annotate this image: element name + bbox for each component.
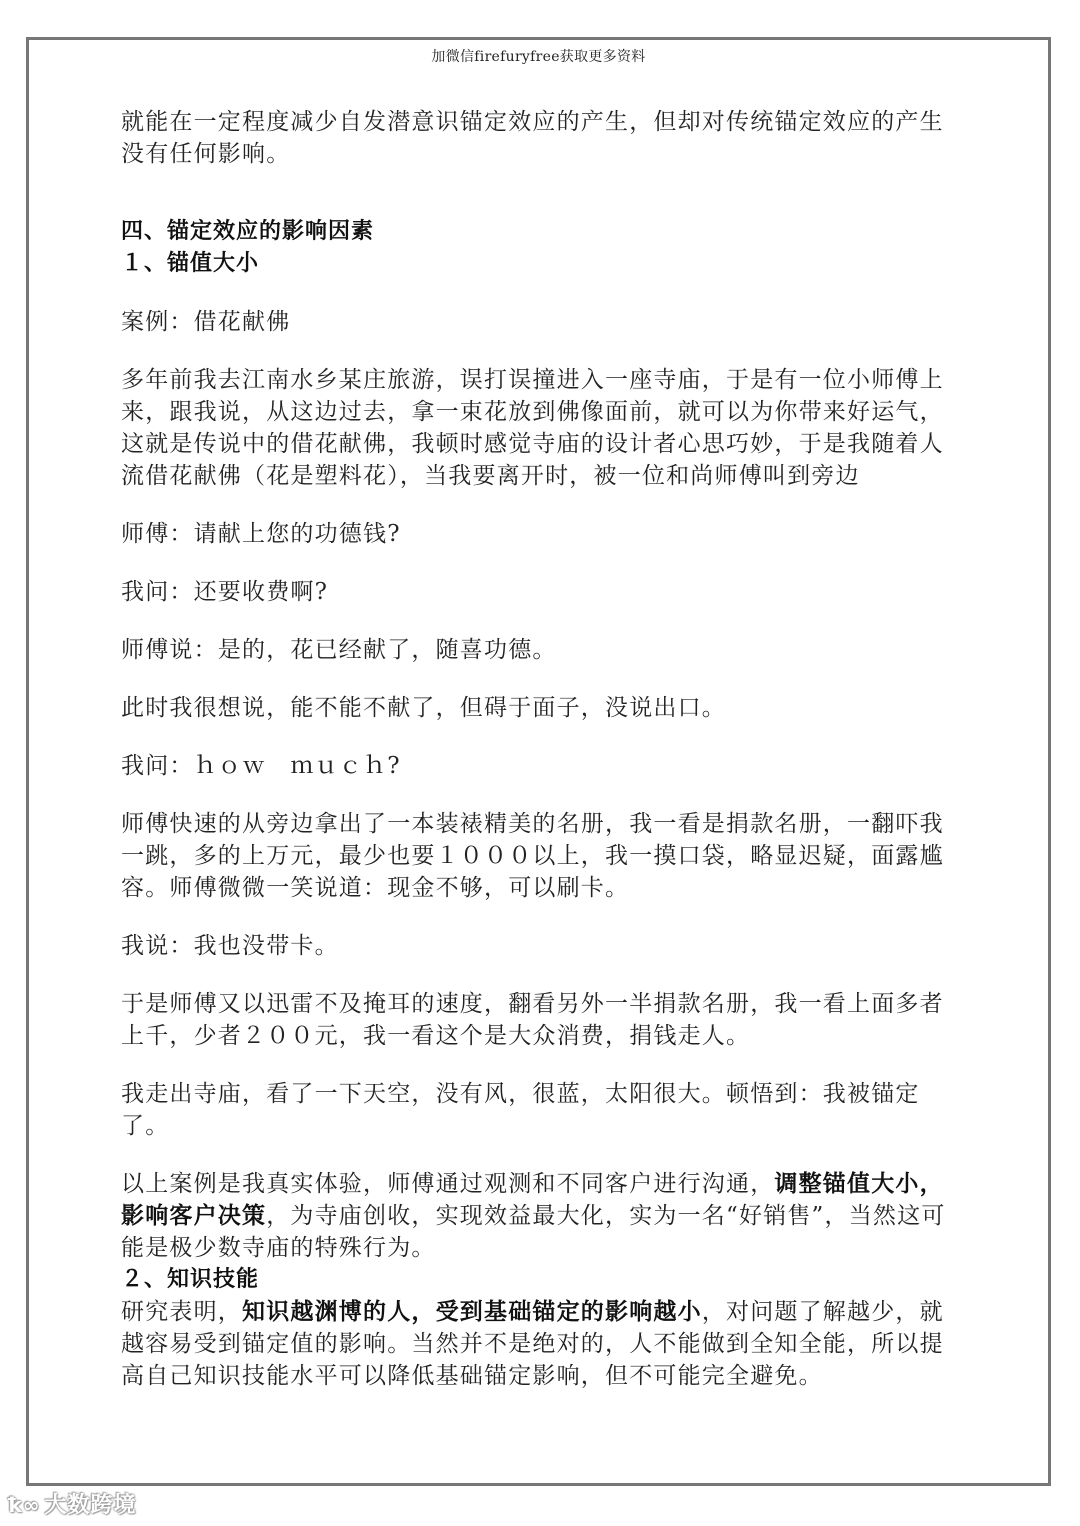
- header-note: 加微信firefuryfree获取更多资料: [431, 49, 646, 65]
- summary-emphasis: 调整锚值大小，影响客户决策: [121, 1171, 944, 1229]
- document-page: [26, 37, 1051, 1486]
- story-paragraph: 多年前我去江南水乡某庄旅游，误打误撞进入一座寺庙，于是有一位小师傅上来，跟我说，从这边过去，拿一束花放到佛像面前，就可以为你带来好运气，这就是传说中的借花献佛，我顿时感觉寺庙的设计者心思巧妙，于是我随着人流借花献佛（花是塑料花），当我要离开时，被一位和尚师傅叫到旁边: [121, 367, 944, 489]
- summary-paragraph: [121, 1168, 966, 1264]
- research-emphasis: 知识越渊博的人，受到基础锚定的影响越小: [242, 1299, 702, 1325]
- dialogue-line: 我问：ｈｏｗ ｍｕｃｈ?: [121, 753, 401, 779]
- subsection-heading-anchor-value: １、锚值大小: [121, 251, 260, 276]
- case-title: 案例：借花献佛: [121, 309, 291, 335]
- dialogue-line: 师傅说：是的，花已经献了，随喜功德。: [121, 637, 557, 663]
- research-paragraph: [121, 1296, 966, 1392]
- research-text: ，对问题了解越少，就越容易受到锚定值的影响。当然并不是绝对的，人不能做到全知全能，所以提高自己知识技能水平可以降低基础锚定影响，但不可能完全避免。: [121, 1299, 944, 1389]
- subsection-heading-knowledge: ２、知识技能: [121, 1267, 260, 1292]
- watermark-text: 大数跨境: [44, 1493, 137, 1518]
- dialogue-line: 此时我很想说，能不能不献了，但碍于面子，没说出口。: [121, 695, 726, 721]
- section-heading: 四、锚定效应的影响因素: [121, 219, 375, 244]
- story-paragraph: 师傅快速的从旁边拿出了一本装裱精美的名册，我一看是捐款名册，一翻吓我一跳，多的上万元，最少也要１０００以上，我一摸口袋，略显迟疑，面露尴容。师傅微微一笑说道：现金不够，可以刷卡。: [121, 811, 944, 901]
- summary-text: 以上案例是我真实体验，师傅通过观测和不同客户进行沟通，: [121, 1171, 775, 1197]
- document-body: [121, 106, 966, 1392]
- summary-text: ，为寺庙创收，实现效益最大化，实为一名“好销售”，当然这可能是极少数寺庙的特殊行为。: [121, 1203, 946, 1261]
- watermark-logo-icon: ꝁ∞: [8, 1493, 41, 1517]
- intro-paragraph: 就能在一定程度减少自发潜意识锚定效应的产生，但却对传统锚定效应的产生没有任何影响。: [121, 109, 944, 167]
- watermark: [8, 1488, 136, 1519]
- story-paragraph: 于是师傅又以迅雷不及掩耳的速度，翻看另外一半捐款名册，我一看上面多者上千，少者２００元，我一看这个是大众消费，捐钱走人。: [121, 991, 944, 1049]
- dialogue-line: 师傅：请献上您的功德钱?: [121, 521, 401, 547]
- story-paragraph: 我走出寺庙，看了一下天空，没有风，很蓝，太阳很大。顿悟到：我被锚定了。: [121, 1081, 920, 1139]
- dialogue-line: 我问：还要收费啊?: [121, 579, 329, 605]
- dialogue-line: 我说：我也没带卡。: [121, 933, 339, 959]
- research-text: 研究表明，: [121, 1299, 242, 1325]
